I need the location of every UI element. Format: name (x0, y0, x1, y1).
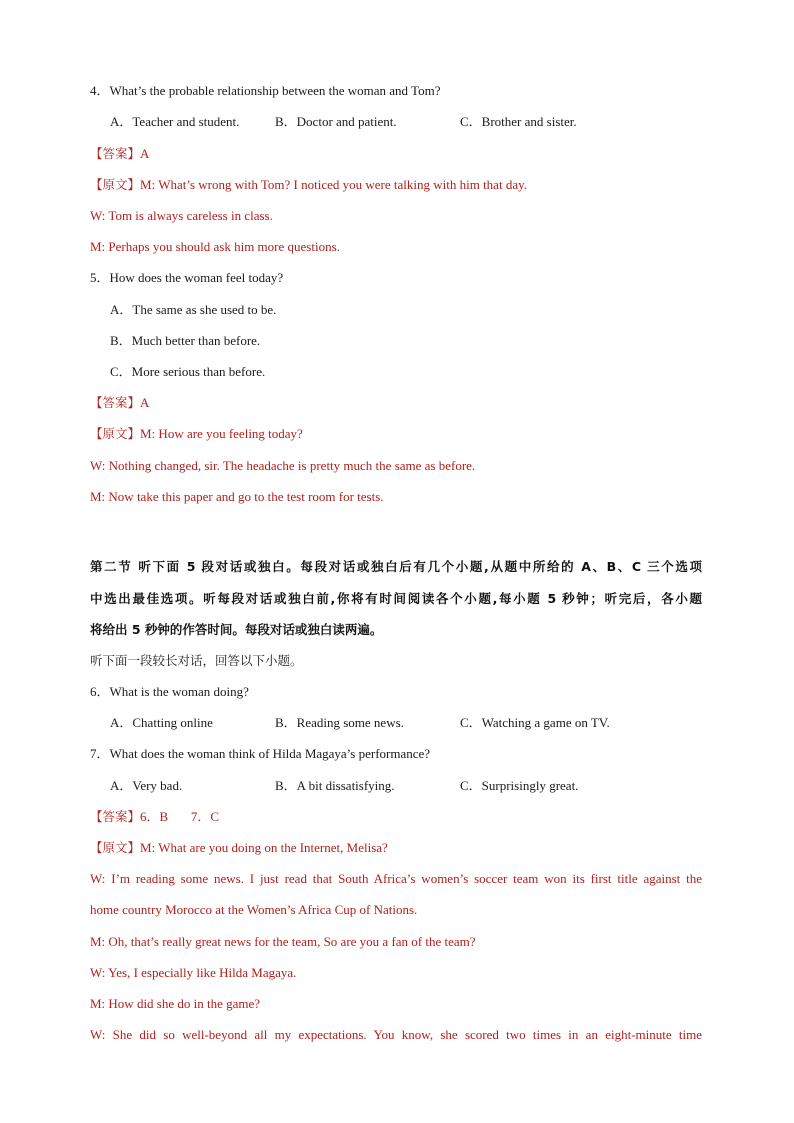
q6-options (110, 714, 610, 732)
q5-option-b: B．Much better than before. (110, 333, 261, 348)
q7-options (110, 777, 578, 795)
q67-transcript-first (90, 839, 388, 857)
question-5: 5．How does the woman feel today? (90, 270, 284, 285)
transcript-line: W: Yes, I especially like Hilda Magaya. (90, 965, 297, 980)
q4-transcript-first (90, 176, 527, 194)
transcript-line: M: What’s wrong with Tom? I noticed you were talking with him that day. (140, 177, 527, 192)
section-intro: 听下面一段较长对话，回答以下小题。 (90, 653, 303, 668)
transcript-line: W: She did so well-beyond all my expectations. You know, she scored two times in an eight-minute time (90, 1027, 702, 1042)
q67-answer (90, 808, 219, 826)
q4-options (110, 113, 577, 131)
q5-option-a: A．The same as she used to be. (110, 302, 277, 317)
transcript-line: M: Now take this paper and go to the test room for tests. (90, 489, 384, 504)
answer-tag: 【答案】 (90, 146, 141, 161)
q6-option-b: B．Reading some news. (275, 715, 404, 730)
question-6: 6．What is the woman doing? (90, 684, 249, 699)
q5-transcript-first (90, 425, 303, 443)
transcript-line: home country Morocco at the Women’s Africa Cup of Nations. (90, 902, 418, 917)
q4-option-c: C．Brother and sister. (460, 114, 577, 129)
q6-option-c: C．Watching a game on TV. (460, 715, 610, 730)
transcript-line: M: How did she do in the game? (90, 996, 261, 1011)
section-instructions-line: 中选出最佳选项。听每段对话或独白前,你将有时间阅读各个小题,每小题 5 秒钟；听完后，各小题 (90, 591, 702, 606)
answer-tag: 【答案】 (90, 395, 141, 410)
q7-option-c: C．Surprisingly great. (460, 778, 579, 793)
transcript-line: W: Nothing changed, sir. The headache is pretty much the same as before. (90, 458, 476, 473)
q7-option-a: A．Very bad. (110, 778, 183, 793)
answer-value: A (140, 395, 150, 410)
answer-tag: 【答案】 (90, 809, 141, 824)
question-7: 7．What does the woman think of Hilda Magaya’s performance? (90, 746, 431, 761)
q5-answer (90, 394, 149, 412)
q4-option-b: B．Doctor and patient. (275, 114, 397, 129)
question-4: 4．What’s the probable relationship between the woman and Tom? (90, 83, 441, 98)
q5-option-c: C．More serious than before. (110, 364, 266, 379)
transcript-line: W: Tom is always careless in class. (90, 208, 273, 223)
section-instructions-line: 第二节 听下面 5 段对话或独白。每段对话或独白后有几个小题,从题中所给的 A、B、C 三个选项 (90, 559, 702, 574)
answer-value: A (140, 146, 150, 161)
q7-option-b: B．A bit dissatisfying. (275, 778, 395, 793)
q4-option-a: A．Teacher and student. (110, 114, 240, 129)
transcript-line: M: What are you doing on the Internet, Melisa? (140, 840, 388, 855)
transcript-line: M: Oh, that’s really great news for the team, So are you a fan of the team? (90, 934, 476, 949)
answer-value: 6．B 7．C (140, 809, 220, 824)
transcript-tag: 【原文】 (90, 840, 141, 855)
transcript-tag: 【原文】 (90, 426, 141, 441)
transcript-line: W: I’m reading some news. I just read that South Africa’s women’s soccer team won its first title against the (90, 871, 702, 886)
transcript-line: M: How are you feeling today? (140, 426, 303, 441)
q6-option-a: A．Chatting online (110, 715, 213, 730)
q4-answer (90, 145, 149, 163)
section-instructions-line: 将给出 5 秒钟的作答时间。每段对话或独白读两遍。 (90, 622, 383, 637)
transcript-line: M: Perhaps you should ask him more questions. (90, 239, 340, 254)
transcript-tag: 【原文】 (90, 177, 141, 192)
